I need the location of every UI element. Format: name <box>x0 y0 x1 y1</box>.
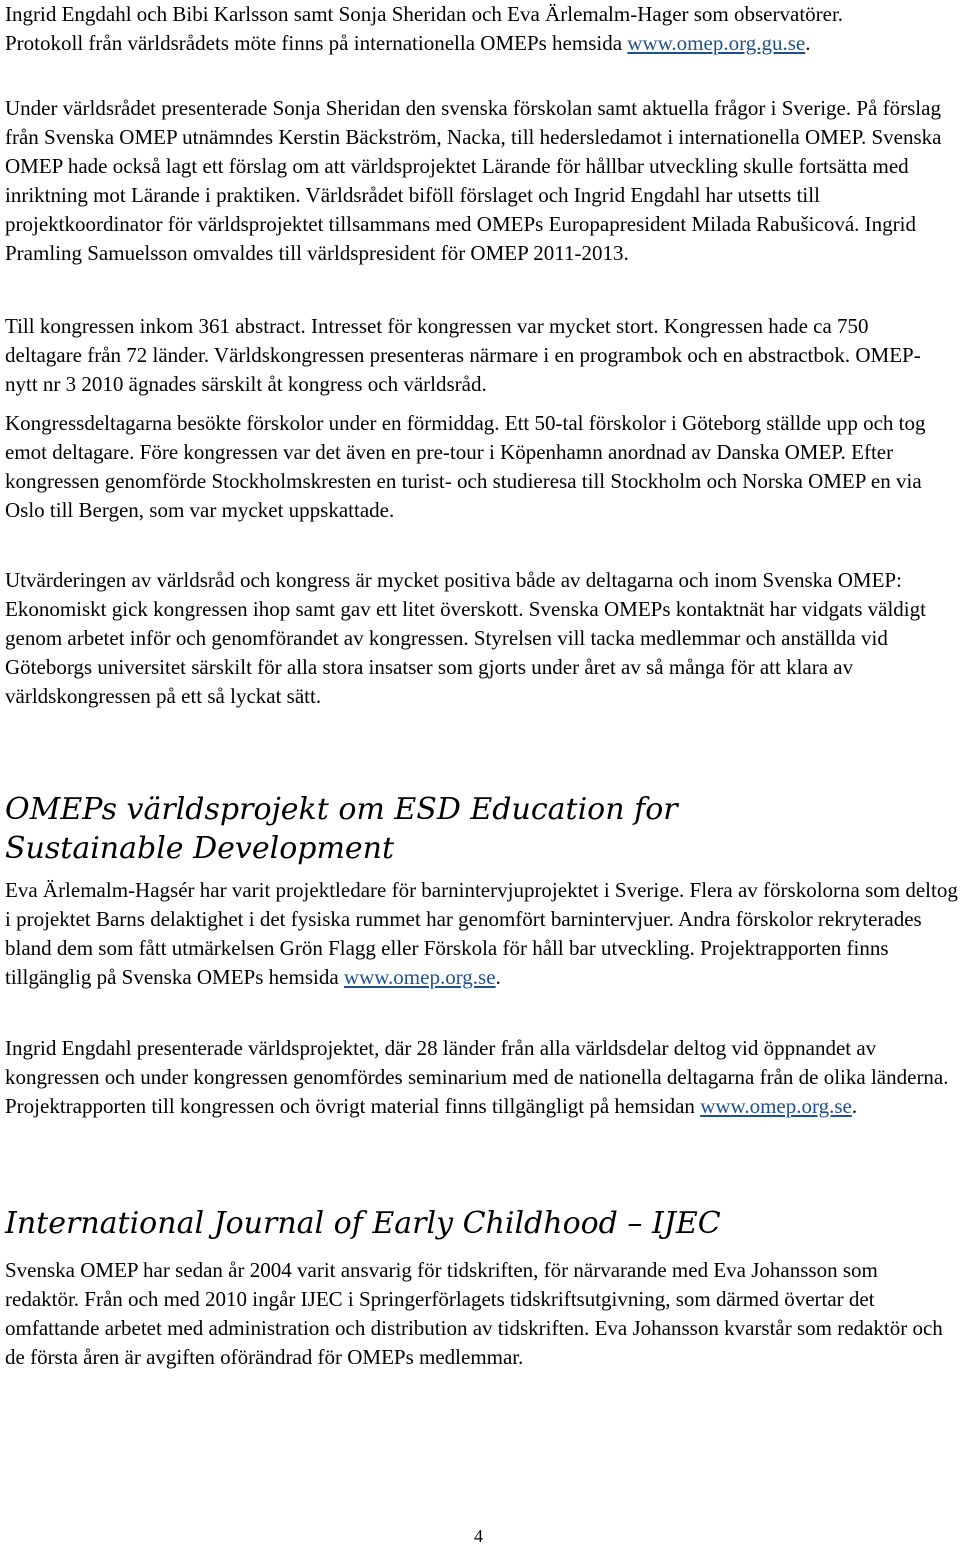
omep-sweden-link-1[interactable]: www.omep.org.se <box>343 965 496 989</box>
paragraph-world-council: Under världsrådet presenterade Sonja Sheridan den svenska förskolan samt aktuella frågor i Sverige. På förslag från Svenska OMEP utnämndes Kerstin Bäckström, Nacka, till hedersledamot i internationella OMEP. Svenska OMEP hade också lagt ett förslag om att världsprojektet Lärande för hållbar utveckling skulle fortsätta med inriktning mot Lärande i praktiken. Världsrådet biföll förslaget och Ingrid Engdahl har utsetts till projektkoordinator för världsprojektet tillsammans med OMEPs Europapresident Milada Rabušicová. Ingrid Pramling Samuelsson omvaldes till världspresident för OMEP 2011-2013. <box>5 96 942 265</box>
paragraph-journal: Svenska OMEP har sedan år 2004 varit ansvarig för tidskriften, för närvarande med Eva Johansson som redaktör. Från och med 2010 ingår IJEC i Springerförlagets tidskriftsutgivning, som därmed övertar det omfattande arbetet med administration och distribution av tidskriften. Eva Johansson kvarstår som redaktör och de första åren är avgiften oförändrad för OMEPs medlemmar. <box>5 1258 943 1369</box>
paragraph-world-project: Ingrid Engdahl presenterade världsprojektet, där 28 länder från alla världsdelar deltog vid öppnandet av kongressen och under kongressen genomfördes seminarium med de nationella deltagarna från de olika länderna. Projektrapporten till kongressen och övrigt material finns tillgängligt på hemsidan www.omep.org.se. <box>5 1036 949 1118</box>
paragraph-observers: Ingrid Engdahl och Bibi Karlsson samt Sonja Sheridan och Eva Ärlemalm-Hager som observatörer. Protokoll från världsrådets möte finns på internationella OMEPs hemsida www.omep.org.gu.se. <box>5 2 844 55</box>
page-number: 4 <box>474 1526 483 1546</box>
heading-ijec: International Journal of Early Childhood – IJEC <box>5 1206 721 1241</box>
paragraph-preschool-visits: Kongressdeltagarna besökte förskolor under en förmiddag. Ett 50-tal förskolor i Göteborg ställde upp och tog emot deltagare. Före kongressen var det även en pre-tour i Köpenhamn anordnad av Danska OMEP. Efter kongressen genomförde Stockholmskresten en turist- och studieresa till Stockholm och Norska OMEP en via Oslo till Bergen, som var mycket uppskattade. <box>5 411 926 522</box>
paragraph-interview-project: Eva Ärlemalm-Hagsér har varit projektledare för barnintervjuprojektet i Sverige. Flera av förskolorna som deltog i projektet Barns delaktighet i det fysiska rummet har genomfört barnintervjuer. Andra förskolor rekryterades bland dem som fått utmärkelsen Grön Flagg eller Förskola för håll bar utveckling. Projektrapporten finns tillgänglig på Svenska OMEPs hemsida www.omep.org.se. <box>5 878 958 989</box>
omep-international-link[interactable]: www.omep.org.gu.se <box>627 31 806 55</box>
omep-sweden-link-2[interactable]: www.omep.org.se <box>700 1094 852 1118</box>
heading-esd-project: OMEPs världsprojekt om ESD Education for Sustainable Development <box>5 792 678 866</box>
paragraph-evaluation: Utvärderingen av världsråd och kongress är mycket positiva både av deltagarna och inom Svenska OMEP: Ekonomiskt gick kongressen ihop samt gav ett litet överskott. Svenska OMEPs kontaktnät har vidgats väldigt genom arbetet inför och genomförandet av kongressen. Styrelsen vill tacka medlemmar och anställda vid Göteborgs universitet särskilt för alla stora insatser som gjorts under året av så många för att klara av världskongressen på ett så lyckat sätt. <box>5 568 926 708</box>
paragraph-congress-abstracts: Till kongressen inkom 361 abstract. Intresset för kongressen var mycket stort. Kongressen hade ca 750 deltagare från 72 länder. Världskongressen presenteras närmare i en programbok och en abstractbok. OMEP- nytt nr 3 2010 ägnades särskilt åt kongress och världsråd. <box>5 314 921 396</box>
